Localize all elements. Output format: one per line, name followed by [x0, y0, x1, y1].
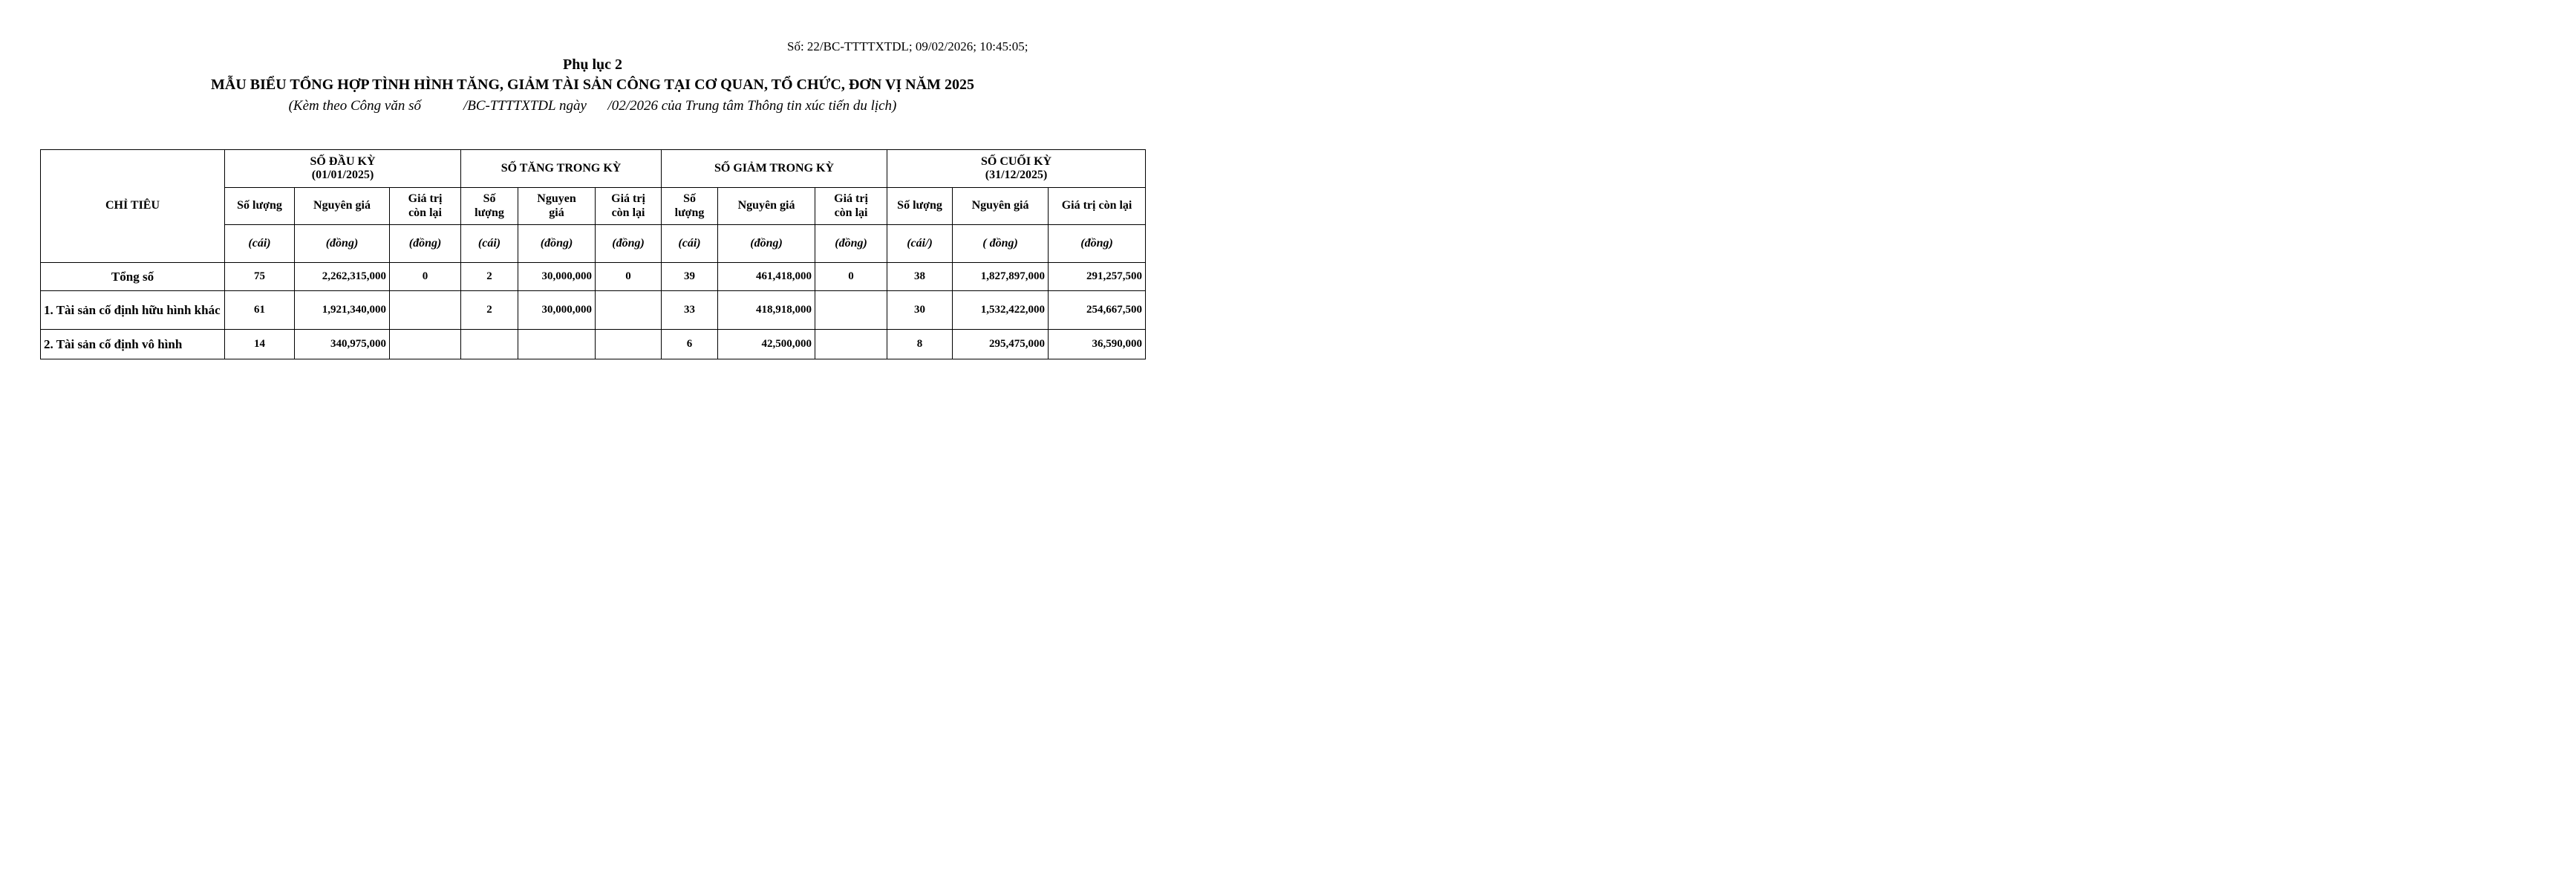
cell-open-qty: 61	[225, 291, 295, 330]
cell-inc-remain: 0	[596, 263, 662, 291]
cell-open-qty: 75	[225, 263, 295, 291]
decrease-header: SỐ GIẢM TRONG KỲ	[662, 150, 887, 188]
cell-close-qty: 38	[887, 263, 953, 291]
asset-report-table	[40, 149, 1146, 359]
cell-dec-remain	[815, 291, 887, 330]
unit-open-remain: (đồng)	[390, 225, 461, 263]
unit-dec-cost: (đồng)	[718, 225, 815, 263]
col-header-open-remain: Giá trị còn lại	[390, 188, 461, 225]
cell-dec-cost: 42,500,000	[718, 330, 815, 359]
unit-close-qty: (cái/)	[887, 225, 953, 263]
row-label: 2. Tài sản cố định vô hình	[41, 330, 225, 359]
annex-label: Phụ lục 2	[562, 56, 623, 73]
unit-inc-cost: (đồng)	[518, 225, 596, 263]
cell-dec-qty: 33	[662, 291, 718, 330]
col-header-dec-cost: Nguyên giá	[718, 188, 815, 225]
cell-close-cost: 1,827,897,000	[953, 263, 1049, 291]
cell-inc-remain	[596, 291, 662, 330]
cell-close-remain: 254,667,500	[1049, 291, 1146, 330]
cell-close-remain: 291,257,500	[1049, 263, 1146, 291]
cell-dec-remain	[815, 330, 887, 359]
col-header-close-qty: Số lượng	[887, 188, 953, 225]
cell-inc-remain	[596, 330, 662, 359]
unit-inc-remain: (đồng)	[596, 225, 662, 263]
closing-balance-header	[887, 150, 1146, 188]
document-reference-number: Số: 22/BC-TTTTXTDL; 09/02/2026; 10:45:05;	[787, 39, 1028, 53]
cell-dec-qty: 6	[662, 330, 718, 359]
col-header-open-cost: Nguyên giá	[295, 188, 390, 225]
cell-inc-qty: 2	[461, 263, 518, 291]
unit-dec-qty: (cái)	[662, 225, 718, 263]
cell-open-cost: 2,262,315,000	[295, 263, 390, 291]
cell-inc-qty	[461, 330, 518, 359]
col-header-inc-cost: Nguyen giá	[518, 188, 596, 225]
unit-close-cost: ( đồng)	[953, 225, 1049, 263]
cell-close-qty: 8	[887, 330, 953, 359]
document-subtitle: (Kèm theo Công văn số /BC-TTTTXTDL ngày /02/2026 của Trung tâm Thông tin xúc tiến du lịch)	[288, 98, 897, 114]
cell-close-cost: 295,475,000	[953, 330, 1049, 359]
col-header-inc-qty: Số lượng	[461, 188, 518, 225]
table-row	[41, 330, 1146, 359]
cell-close-qty: 30	[887, 291, 953, 330]
closing-balance-title: SỐ CUỐI KỲ	[980, 154, 1052, 168]
unit-close-remain: (đồng)	[1049, 225, 1146, 263]
closing-balance-date: (31/12/2025)	[985, 169, 1048, 181]
col-header-inc-remain: Giá trị còn lại	[596, 188, 662, 225]
col-header-open-qty: Số lượng	[225, 188, 295, 225]
cell-inc-cost	[518, 330, 596, 359]
opening-balance-date: (01/01/2025)	[311, 169, 374, 181]
opening-balance-title: SỐ ĐẦU KỲ	[310, 154, 376, 168]
cell-dec-cost: 418,918,000	[718, 291, 815, 330]
unit-dec-remain: (đồng)	[815, 225, 887, 263]
unit-inc-qty: (cái)	[461, 225, 518, 263]
table-row	[41, 291, 1146, 330]
cell-close-cost: 1,532,422,000	[953, 291, 1049, 330]
cell-inc-cost: 30,000,000	[518, 291, 596, 330]
cell-open-cost: 1,921,340,000	[295, 291, 390, 330]
opening-balance-header	[225, 150, 461, 188]
col-header-close-remain: Giá trị còn lại	[1049, 188, 1146, 225]
row-label: 1. Tài sản cố định hữu hình khác	[41, 291, 225, 330]
cell-inc-qty: 2	[461, 291, 518, 330]
cell-dec-qty: 39	[662, 263, 718, 291]
col-header-close-cost: Nguyên giá	[953, 188, 1049, 225]
row-label: Tổng số	[41, 263, 225, 291]
increase-header: SỐ TĂNG TRONG KỲ	[461, 150, 662, 188]
unit-open-qty: (cái)	[225, 225, 295, 263]
cell-open-cost: 340,975,000	[295, 330, 390, 359]
cell-dec-cost: 461,418,000	[718, 263, 815, 291]
cell-open-remain	[390, 291, 461, 330]
col-header-dec-qty: Số lượng	[662, 188, 718, 225]
cell-open-qty: 14	[225, 330, 295, 359]
unit-open-cost: (đồng)	[295, 225, 390, 263]
cell-open-remain: 0	[390, 263, 461, 291]
cell-close-remain: 36,590,000	[1049, 330, 1146, 359]
cell-inc-cost: 30,000,000	[518, 263, 596, 291]
col-header-dec-remain: Giá trị còn lại	[815, 188, 887, 225]
cell-dec-remain: 0	[815, 263, 887, 291]
document-title: MẪU BIỂU TỔNG HỢP TÌNH HÌNH TĂNG, GIẢM TÀI SẢN CÔNG TẠI CƠ QUAN, TỔ CHỨC, ĐƠN VỊ NĂM 2025	[211, 76, 974, 93]
table-row-total	[41, 263, 1146, 291]
cell-open-remain	[390, 330, 461, 359]
indicator-header: CHỈ TIÊU	[41, 150, 225, 263]
